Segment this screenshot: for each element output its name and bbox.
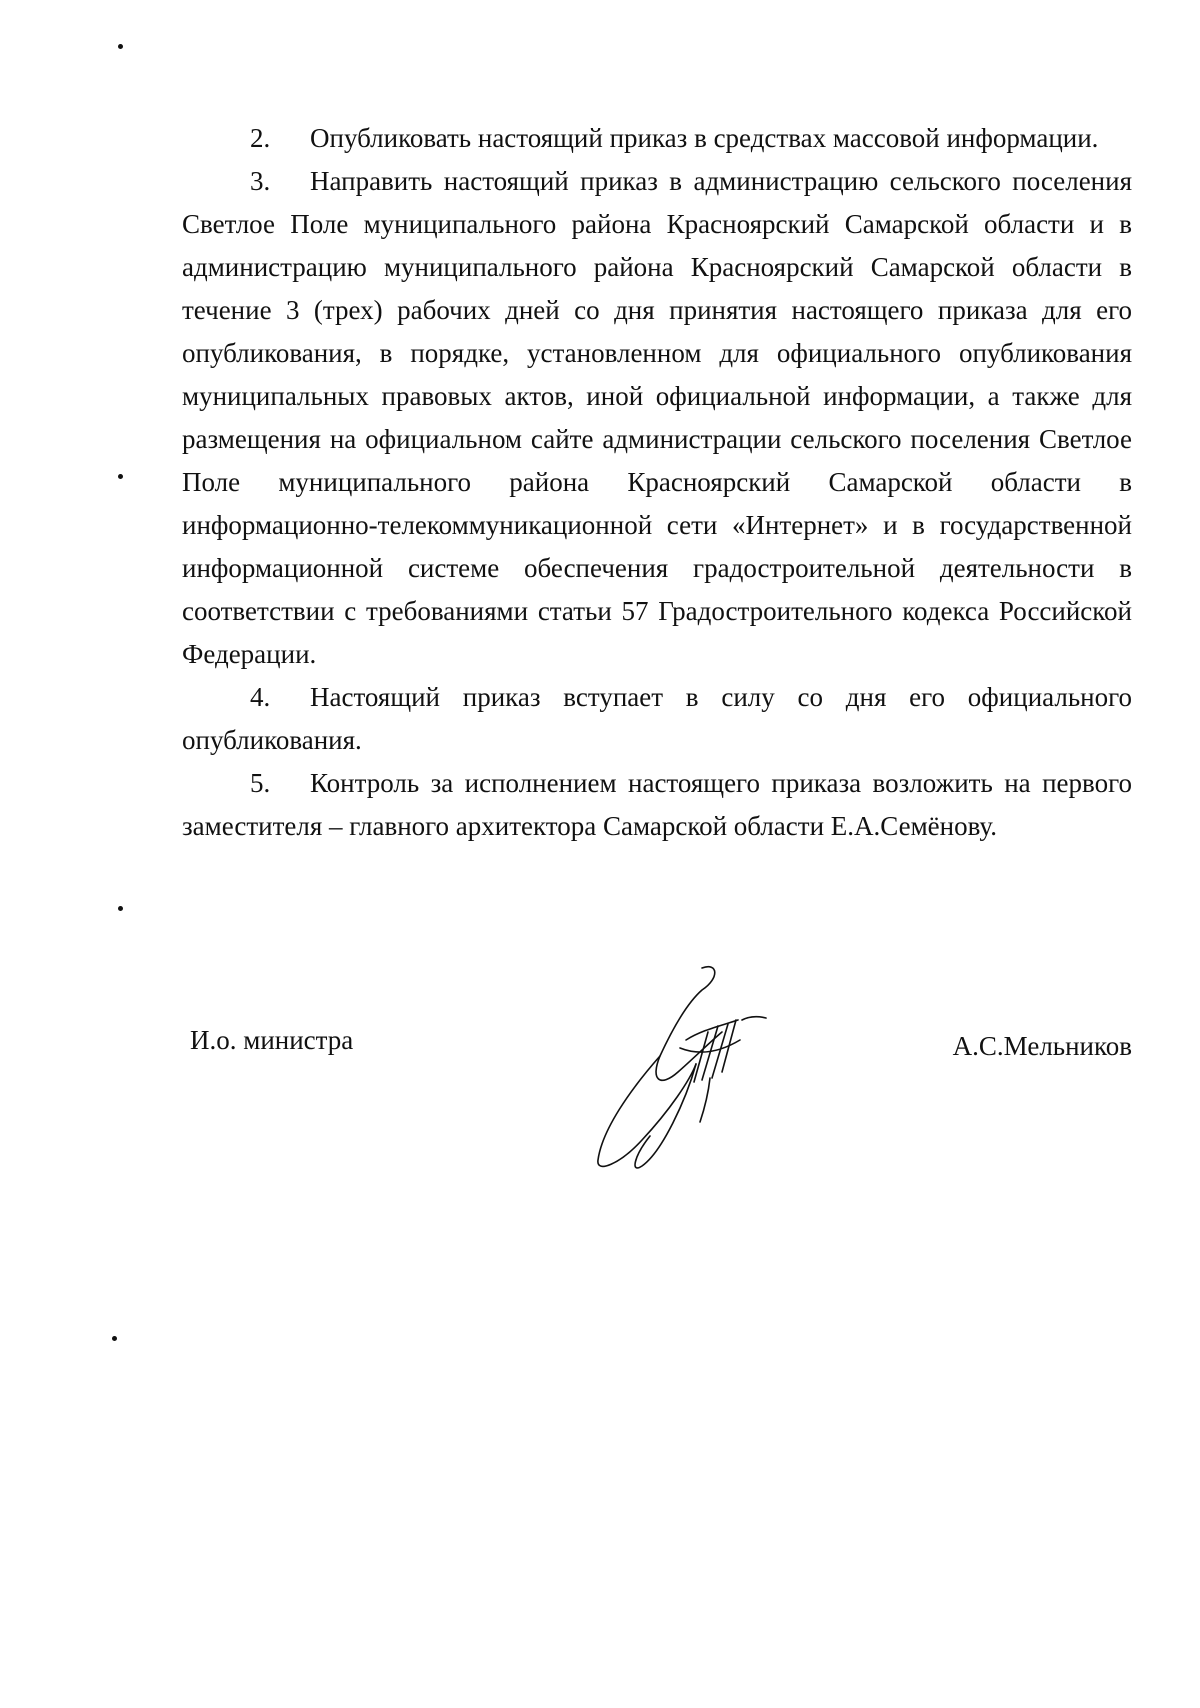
paragraph-5 xyxy=(182,762,1132,848)
paragraph-4 xyxy=(182,676,1132,762)
paragraph-text: Контроль за исполнением настоящего приказа возложить на первого заместителя – главного архитектора Самарской области Е.А.Семёнову. xyxy=(182,768,1132,841)
scan-dot xyxy=(118,906,123,911)
scan-dot xyxy=(112,1336,117,1341)
paragraph-2 xyxy=(182,117,1132,160)
paragraph-text: Настоящий приказ вступает в силу со дня его официального опубликования. xyxy=(182,682,1132,755)
scan-dot xyxy=(118,44,123,49)
paragraph-text: Опубликовать настоящий приказ в средствах массовой информации. xyxy=(310,123,1099,153)
signatory-name: А.С.Мельников xyxy=(952,1031,1132,1061)
paragraph-number: 5. xyxy=(250,768,271,798)
paragraph-number: 3. xyxy=(250,166,271,196)
paragraph-number: 2. xyxy=(250,123,271,153)
paragraph-3 xyxy=(182,160,1132,676)
document-body xyxy=(182,117,1132,848)
signatory-role: И.о. министра xyxy=(190,1025,354,1055)
scan-dot xyxy=(118,474,123,479)
paragraph-number: 4. xyxy=(250,682,271,712)
handwritten-signature xyxy=(590,960,810,1180)
paragraph-text: Направить настоящий приказ в администрацию сельского поселения Светлое Поле муниципального района Красноярский Самарской области и в администрацию муниципального района Красноярский Самарской области в течение 3 (трех) рабочих дней со дня принятия настоящего приказа для его опубликования, в порядке, установленном для официального опубликования муниципальных правовых актов, иной официальной информации, а также для размещения на официальном сайте администрации сельского поселения Светлое Поле муниципального района Красноярский Самарской области в информационно-телекоммуникационной сети «Интернет» и в государственной информационной системе обеспечения градостроительной деятельности в соответствии с требованиями статьи 57 Градостроительного кодекса Российской Федерации. xyxy=(182,166,1132,669)
signature-block xyxy=(0,1020,1200,1060)
